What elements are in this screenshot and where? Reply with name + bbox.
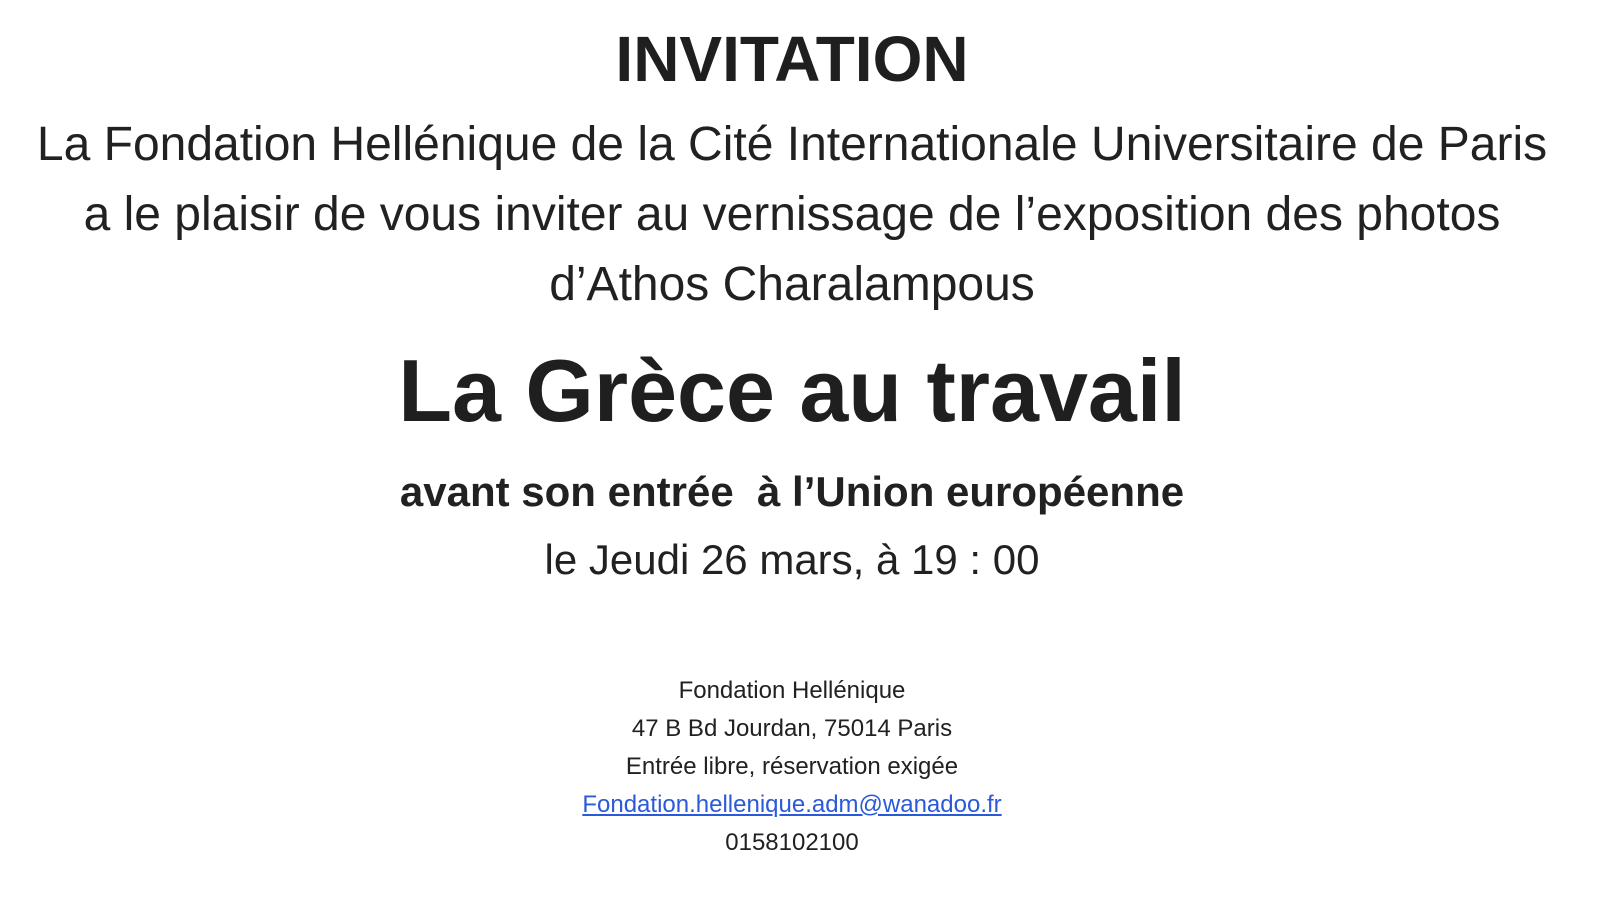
email-link[interactable]: Fondation.hellenique.adm@wanadoo.fr	[582, 790, 1002, 818]
intro-paragraph	[0, 110, 1584, 320]
admission-note: Entrée libre, réservation exigée	[625, 752, 959, 780]
exhibition-title: La Grèce au travail	[398, 340, 1186, 440]
footer-block	[0, 672, 1584, 862]
intro-line: La Fondation Hellénique de la Cité Internationale Universitaire de Paris	[36, 117, 1548, 171]
intro-line: d’Athos Charalampous	[549, 257, 1035, 311]
phone-number: 0158102100	[725, 828, 859, 856]
address: 47 B Bd Jourdan, 75014 Paris	[631, 714, 953, 742]
event-datetime: le Jeudi 26 mars, à 19 : 00	[544, 536, 1040, 584]
exhibition-subtitle: avant son entrée à l’Union européenne	[399, 467, 1185, 515]
page-title: INVITATION	[615, 23, 969, 95]
intro-line: a le plaisir de vous inviter au vernissage de l’exposition des photos	[83, 187, 1501, 241]
org-name: Fondation Hellénique	[678, 676, 906, 704]
